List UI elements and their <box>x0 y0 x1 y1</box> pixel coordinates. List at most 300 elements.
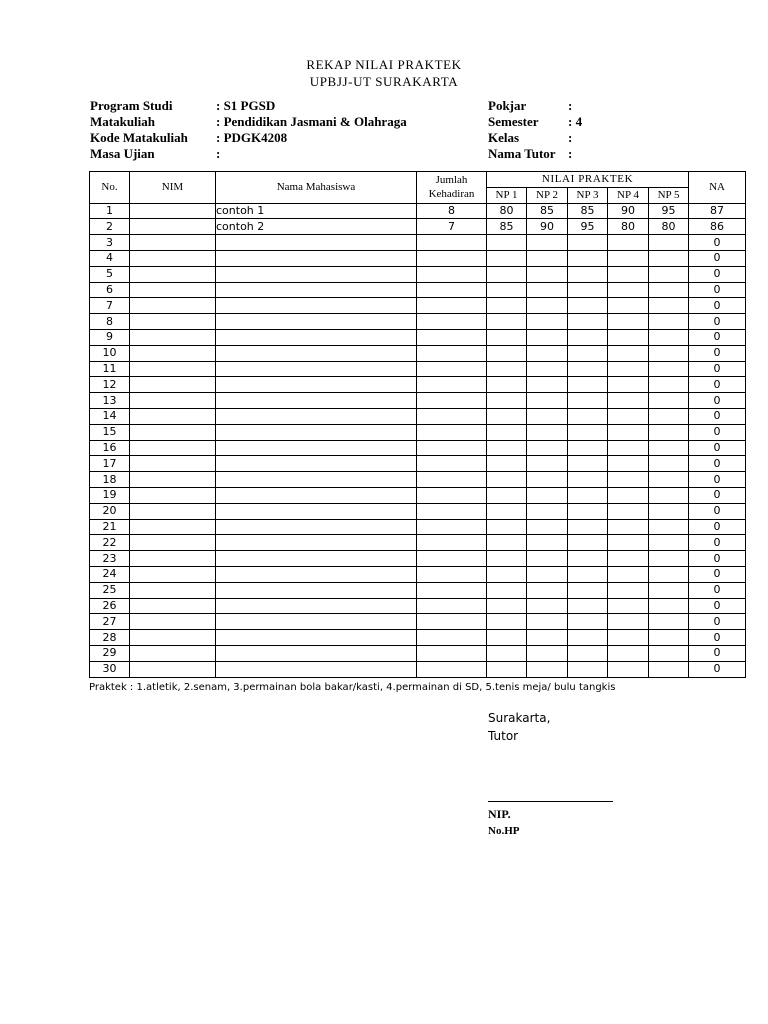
cell-np2: 90 <box>527 219 568 235</box>
footnote: Praktek : 1.atletik, 2.senam, 3.permainan bola bakar/kasti, 4.permainan di SD, 5.tenis meja/ bulu tangkis <box>89 682 616 693</box>
cell-np2 <box>527 282 568 298</box>
cell-na: 0 <box>689 345 746 361</box>
cell-na: 0 <box>689 503 746 519</box>
cell-np1 <box>487 393 527 409</box>
cell-np5 <box>649 614 689 630</box>
cell-kehadiran <box>417 503 487 519</box>
cell-nim <box>130 503 216 519</box>
table-row <box>90 487 746 503</box>
cell-np3 <box>568 266 608 282</box>
cell-np3 <box>568 314 608 330</box>
cell-no: 20 <box>90 503 130 519</box>
cell-na: 86 <box>689 219 746 235</box>
cell-nim <box>130 314 216 330</box>
cell-na: 0 <box>689 424 746 440</box>
cell-nama <box>216 661 417 677</box>
cell-nim <box>130 345 216 361</box>
cell-np5 <box>649 645 689 661</box>
cell-kehadiran <box>417 314 487 330</box>
cell-np2 <box>527 456 568 472</box>
cell-np2 <box>527 377 568 393</box>
cell-na: 0 <box>689 582 746 598</box>
cell-np1 <box>487 503 527 519</box>
cell-na: 0 <box>689 266 746 282</box>
cell-np4 <box>608 393 649 409</box>
cell-np2 <box>527 345 568 361</box>
table-row <box>90 472 746 488</box>
cell-np3 <box>568 630 608 646</box>
cell-np1 <box>487 598 527 614</box>
cell-kehadiran <box>417 630 487 646</box>
cell-kehadiran <box>417 614 487 630</box>
cell-na: 0 <box>689 298 746 314</box>
table-row <box>90 393 746 409</box>
signature-role: Tutor <box>488 729 519 743</box>
info-label: Semester <box>488 114 539 129</box>
cell-no: 7 <box>90 298 130 314</box>
cell-np4 <box>608 345 649 361</box>
cell-nama <box>216 503 417 519</box>
cell-kehadiran <box>417 266 487 282</box>
info-value: : PDGK4208 <box>216 130 288 145</box>
cell-nama <box>216 235 417 251</box>
cell-na: 0 <box>689 472 746 488</box>
table-row <box>90 519 746 535</box>
cell-nim <box>130 440 216 456</box>
cell-nim <box>130 329 216 345</box>
cell-nim <box>130 566 216 582</box>
cell-nim <box>130 424 216 440</box>
cell-na: 0 <box>689 630 746 646</box>
info-label: Matakuliah <box>90 114 156 129</box>
cell-np2 <box>527 393 568 409</box>
cell-kehadiran <box>417 424 487 440</box>
cell-np1 <box>487 282 527 298</box>
cell-nim <box>130 266 216 282</box>
cell-np3: 85 <box>568 203 608 219</box>
cell-np2 <box>527 408 568 424</box>
cell-nama <box>216 282 417 298</box>
cell-nama <box>216 393 417 409</box>
cell-np1 <box>487 630 527 646</box>
table-row <box>90 361 746 377</box>
table-row <box>90 219 746 235</box>
cell-np1 <box>487 408 527 424</box>
cell-kehadiran <box>417 661 487 677</box>
signature-hp: No.HP <box>488 825 520 837</box>
cell-kehadiran <box>417 282 487 298</box>
table-row <box>90 345 746 361</box>
cell-kehadiran <box>417 250 487 266</box>
cell-nim <box>130 203 216 219</box>
info-kelas <box>488 130 582 146</box>
cell-na: 0 <box>689 661 746 677</box>
cell-kehadiran <box>417 408 487 424</box>
cell-np3 <box>568 472 608 488</box>
cell-na: 0 <box>689 487 746 503</box>
cell-nim <box>130 235 216 251</box>
cell-no: 5 <box>90 266 130 282</box>
cell-np4 <box>608 566 649 582</box>
cell-nim <box>130 630 216 646</box>
cell-np5 <box>649 377 689 393</box>
cell-np5 <box>649 361 689 377</box>
cell-np4 <box>608 424 649 440</box>
table-row <box>90 203 746 219</box>
cell-np1 <box>487 424 527 440</box>
cell-nama <box>216 551 417 567</box>
cell-np3: 95 <box>568 219 608 235</box>
cell-np2 <box>527 645 568 661</box>
cell-np4: 80 <box>608 219 649 235</box>
cell-np1 <box>487 582 527 598</box>
cell-nama <box>216 440 417 456</box>
cell-np3 <box>568 614 608 630</box>
signature-place: Surakarta, <box>488 711 551 725</box>
cell-np4 <box>608 329 649 345</box>
cell-kehadiran <box>417 472 487 488</box>
cell-np3 <box>568 282 608 298</box>
info-matakuliah <box>90 114 407 130</box>
cell-no: 27 <box>90 614 130 630</box>
table-row <box>90 250 746 266</box>
cell-no: 18 <box>90 472 130 488</box>
cell-np5 <box>649 535 689 551</box>
cell-no: 9 <box>90 329 130 345</box>
cell-np4 <box>608 661 649 677</box>
cell-na: 0 <box>689 614 746 630</box>
cell-nama: contoh 1 <box>216 203 417 219</box>
table-row <box>90 535 746 551</box>
cell-np2 <box>527 566 568 582</box>
cell-np4 <box>608 582 649 598</box>
cell-no: 23 <box>90 551 130 567</box>
cell-np5 <box>649 282 689 298</box>
header-nama: Nama Mahasiswa <box>216 172 417 204</box>
cell-kehadiran <box>417 598 487 614</box>
cell-nama <box>216 250 417 266</box>
cell-no: 10 <box>90 345 130 361</box>
cell-nim <box>130 219 216 235</box>
cell-np2 <box>527 630 568 646</box>
cell-np1 <box>487 235 527 251</box>
cell-nama <box>216 487 417 503</box>
cell-nim <box>130 298 216 314</box>
cell-np3 <box>568 393 608 409</box>
table-row <box>90 503 746 519</box>
cell-np1 <box>487 440 527 456</box>
cell-na: 0 <box>689 645 746 661</box>
cell-na: 0 <box>689 519 746 535</box>
table-row <box>90 630 746 646</box>
cell-np3 <box>568 456 608 472</box>
cell-na: 0 <box>689 377 746 393</box>
page-title: REKAP NILAI PRAKTEK <box>306 57 462 72</box>
cell-np3 <box>568 487 608 503</box>
cell-np3 <box>568 551 608 567</box>
cell-np5 <box>649 566 689 582</box>
cell-na: 0 <box>689 250 746 266</box>
info-program-studi <box>90 98 407 114</box>
cell-np2 <box>527 661 568 677</box>
cell-np3 <box>568 361 608 377</box>
cell-nim <box>130 582 216 598</box>
cell-np1: 80 <box>487 203 527 219</box>
cell-np1 <box>487 456 527 472</box>
header-jumlah-line1: Jumlah <box>435 174 468 187</box>
cell-nim <box>130 598 216 614</box>
cell-nama <box>216 298 417 314</box>
info-label: Kode Matakuliah <box>90 130 188 145</box>
cell-np4 <box>608 456 649 472</box>
table-row <box>90 645 746 661</box>
table-row <box>90 598 746 614</box>
cell-nim <box>130 361 216 377</box>
cell-np1 <box>487 519 527 535</box>
table-row <box>90 456 746 472</box>
cell-kehadiran <box>417 329 487 345</box>
cell-nama <box>216 645 417 661</box>
cell-no: 14 <box>90 408 130 424</box>
cell-np1 <box>487 535 527 551</box>
cell-np1 <box>487 329 527 345</box>
cell-np3 <box>568 598 608 614</box>
table-row <box>90 298 746 314</box>
table-row <box>90 282 746 298</box>
cell-np3 <box>568 377 608 393</box>
cell-na: 0 <box>689 551 746 567</box>
info-pokjar <box>488 98 582 114</box>
cell-no: 12 <box>90 377 130 393</box>
info-value: : 4 <box>568 114 583 129</box>
cell-np3 <box>568 250 608 266</box>
header-nilai-praktek: NILAI PRAKTEK <box>487 172 689 188</box>
cell-np5 <box>649 598 689 614</box>
cell-nim <box>130 377 216 393</box>
table-row <box>90 266 746 282</box>
cell-nim <box>130 456 216 472</box>
cell-no: 26 <box>90 598 130 614</box>
cell-no: 6 <box>90 282 130 298</box>
table-row <box>90 614 746 630</box>
cell-no: 8 <box>90 314 130 330</box>
info-label: Pokjar <box>488 98 527 113</box>
cell-np5 <box>649 440 689 456</box>
cell-na: 0 <box>689 408 746 424</box>
cell-np2 <box>527 519 568 535</box>
cell-np5 <box>649 408 689 424</box>
cell-nama <box>216 456 417 472</box>
cell-np4 <box>608 282 649 298</box>
cell-no: 30 <box>90 661 130 677</box>
cell-np1 <box>487 266 527 282</box>
cell-no: 16 <box>90 440 130 456</box>
cell-np2 <box>527 440 568 456</box>
cell-np3 <box>568 645 608 661</box>
cell-kehadiran <box>417 361 487 377</box>
cell-np4 <box>608 377 649 393</box>
info-masa-ujian <box>90 146 407 162</box>
info-nama-tutor <box>488 146 582 162</box>
cell-na: 0 <box>689 393 746 409</box>
cell-na: 0 <box>689 456 746 472</box>
cell-np4 <box>608 250 649 266</box>
cell-na: 0 <box>689 329 746 345</box>
cell-no: 13 <box>90 393 130 409</box>
cell-kehadiran <box>417 566 487 582</box>
cell-np1 <box>487 614 527 630</box>
cell-nama <box>216 535 417 551</box>
cell-np3 <box>568 408 608 424</box>
table-row <box>90 551 746 567</box>
cell-kehadiran: 7 <box>417 219 487 235</box>
cell-no: 3 <box>90 235 130 251</box>
cell-np5 <box>649 424 689 440</box>
table-row <box>90 408 746 424</box>
cell-kehadiran <box>417 298 487 314</box>
cell-np3 <box>568 582 608 598</box>
info-kode-matakuliah <box>90 130 407 146</box>
table-row <box>90 424 746 440</box>
cell-np2 <box>527 361 568 377</box>
cell-np4 <box>608 535 649 551</box>
header-np5: NP 5 <box>649 187 689 203</box>
cell-np1 <box>487 566 527 582</box>
cell-na: 0 <box>689 314 746 330</box>
table-row <box>90 235 746 251</box>
info-semester <box>488 114 582 130</box>
cell-kehadiran <box>417 519 487 535</box>
cell-na: 0 <box>689 282 746 298</box>
cell-no: 11 <box>90 361 130 377</box>
cell-np3 <box>568 661 608 677</box>
cell-nim <box>130 408 216 424</box>
cell-np2 <box>527 298 568 314</box>
cell-np2 <box>527 329 568 345</box>
cell-np3 <box>568 424 608 440</box>
cell-kehadiran <box>417 456 487 472</box>
cell-nim <box>130 535 216 551</box>
table-row <box>90 661 746 677</box>
cell-np1 <box>487 361 527 377</box>
cell-np4 <box>608 614 649 630</box>
cell-np2 <box>527 266 568 282</box>
cell-nama <box>216 361 417 377</box>
cell-np2 <box>527 598 568 614</box>
cell-np5 <box>649 487 689 503</box>
cell-np5 <box>649 456 689 472</box>
cell-nim <box>130 472 216 488</box>
signature-nip: NIP. <box>488 807 511 821</box>
cell-kehadiran <box>417 645 487 661</box>
cell-np4 <box>608 645 649 661</box>
cell-np1 <box>487 298 527 314</box>
cell-nim <box>130 645 216 661</box>
cell-np4 <box>608 598 649 614</box>
cell-np2: 85 <box>527 203 568 219</box>
header-jumlah-line2: Kehadiran <box>428 188 475 201</box>
table-row <box>90 566 746 582</box>
cell-kehadiran <box>417 440 487 456</box>
cell-np5 <box>649 551 689 567</box>
cell-nama <box>216 329 417 345</box>
cell-np4 <box>608 487 649 503</box>
cell-np3 <box>568 440 608 456</box>
cell-na: 0 <box>689 535 746 551</box>
cell-np5 <box>649 519 689 535</box>
cell-no: 28 <box>90 630 130 646</box>
cell-np2 <box>527 535 568 551</box>
cell-no: 19 <box>90 487 130 503</box>
cell-no: 4 <box>90 250 130 266</box>
cell-np4 <box>608 551 649 567</box>
cell-no: 17 <box>90 456 130 472</box>
cell-np5: 80 <box>649 219 689 235</box>
cell-kehadiran <box>417 487 487 503</box>
cell-np1 <box>487 345 527 361</box>
cell-kehadiran <box>417 393 487 409</box>
table-row <box>90 314 746 330</box>
cell-np2 <box>527 551 568 567</box>
cell-nama <box>216 566 417 582</box>
info-value: : <box>568 98 573 113</box>
cell-no: 2 <box>90 219 130 235</box>
cell-np2 <box>527 487 568 503</box>
cell-na: 0 <box>689 566 746 582</box>
cell-np3 <box>568 329 608 345</box>
cell-np3 <box>568 519 608 535</box>
header-jumlah-kehadiran <box>417 172 487 204</box>
info-label: Masa Ujian <box>90 146 155 161</box>
cell-np5 <box>649 314 689 330</box>
cell-nim <box>130 393 216 409</box>
cell-np4 <box>608 408 649 424</box>
cell-nama <box>216 630 417 646</box>
cell-np5 <box>649 582 689 598</box>
cell-no: 24 <box>90 566 130 582</box>
cell-np4 <box>608 298 649 314</box>
cell-np5 <box>649 661 689 677</box>
cell-kehadiran <box>417 345 487 361</box>
cell-np3 <box>568 298 608 314</box>
cell-na: 0 <box>689 235 746 251</box>
cell-np2 <box>527 582 568 598</box>
cell-nim <box>130 519 216 535</box>
info-label: Kelas <box>488 130 520 145</box>
cell-np1 <box>487 487 527 503</box>
cell-np5 <box>649 266 689 282</box>
cell-np4: 90 <box>608 203 649 219</box>
cell-np2 <box>527 614 568 630</box>
cell-np1 <box>487 314 527 330</box>
cell-kehadiran <box>417 377 487 393</box>
cell-np4 <box>608 503 649 519</box>
cell-np4 <box>608 361 649 377</box>
info-value: : Pendidikan Jasmani & Olahraga <box>216 114 407 129</box>
cell-nim <box>130 551 216 567</box>
cell-np1 <box>487 661 527 677</box>
page-subtitle: UPBJJ-UT SURAKARTA <box>309 74 459 89</box>
cell-kehadiran <box>417 235 487 251</box>
cell-np5 <box>649 630 689 646</box>
cell-no: 25 <box>90 582 130 598</box>
info-value: : S1 PGSD <box>216 98 276 113</box>
header-nim: NIM <box>130 172 216 204</box>
info-label: Nama Tutor <box>488 146 556 161</box>
grade-table <box>89 171 746 678</box>
cell-np2 <box>527 250 568 266</box>
cell-nama <box>216 377 417 393</box>
